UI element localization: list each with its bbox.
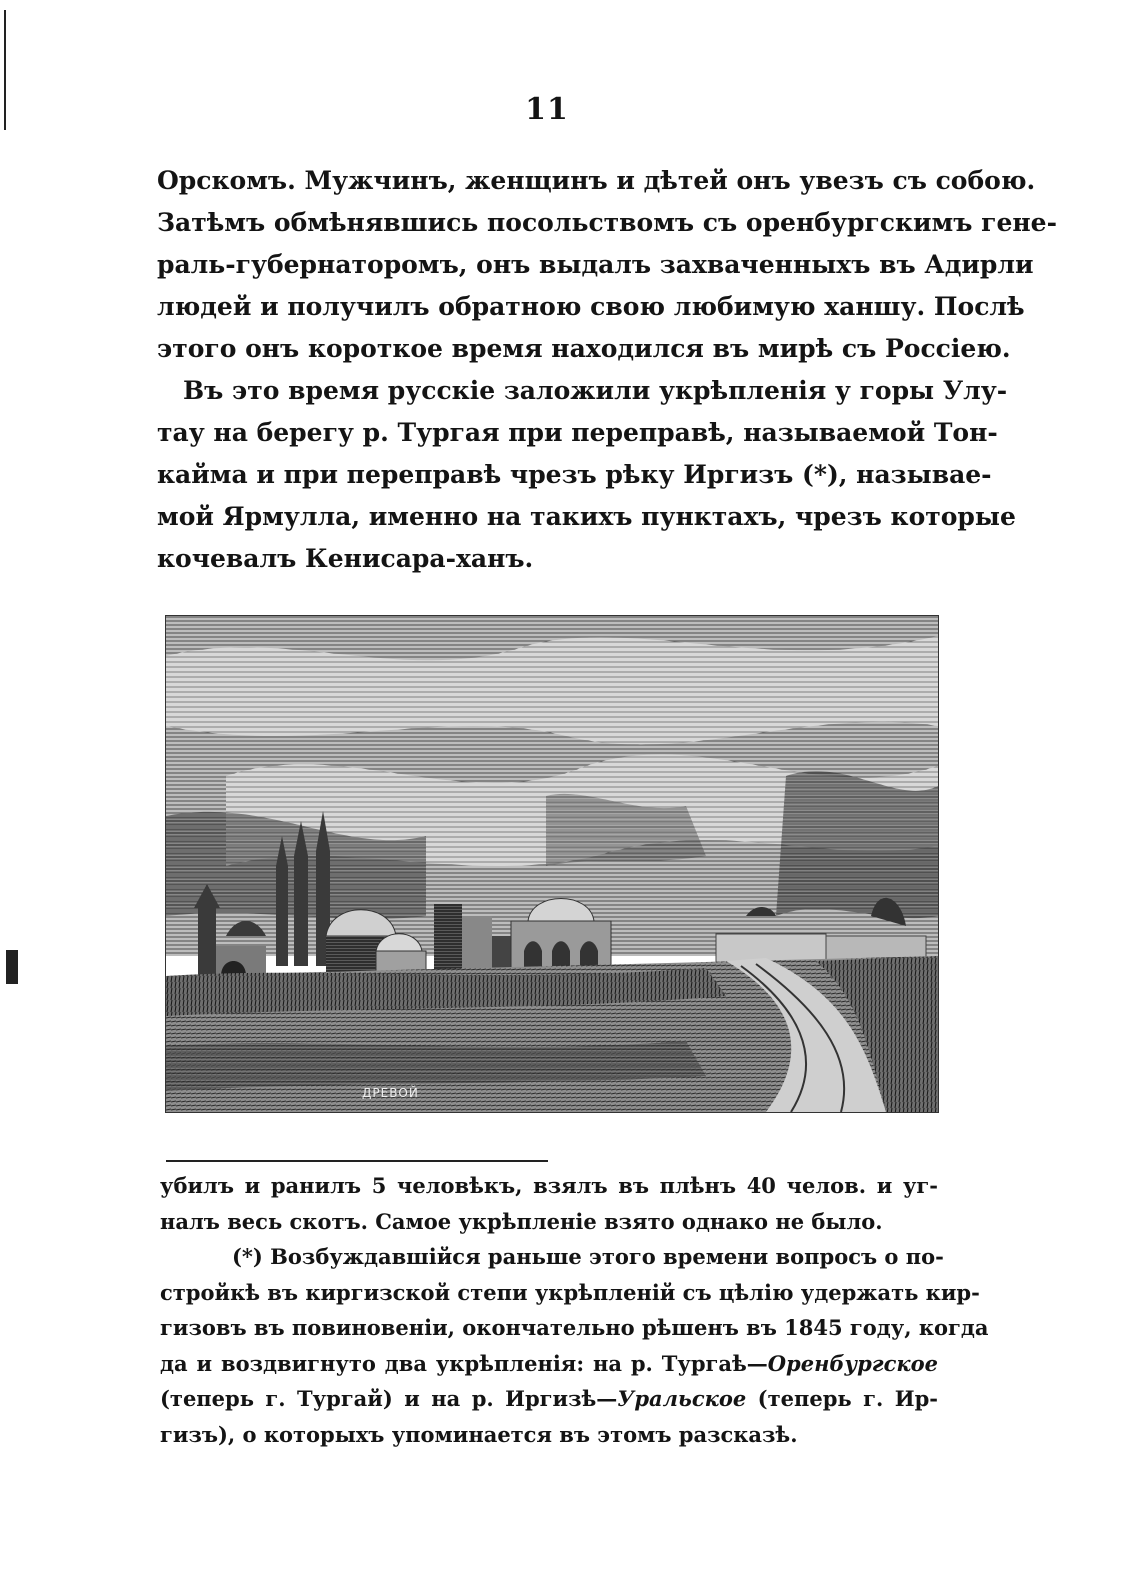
- footnote-line: гизовъ въ повиновеніи, окончательно рѣшенъ въ 1845 году, когда: [160, 1315, 989, 1340]
- footnote-italic: Уральское: [617, 1386, 747, 1411]
- footnote-line: налъ весь скотъ. Самое укрѣпленіе взято однако не было.: [160, 1208, 883, 1234]
- text-line: Затѣмъ обмѣнявшись посольствомъ съ оренбургскимъ гене-: [157, 208, 1057, 237]
- footnote-line: [160, 1381, 938, 1417]
- footnote-text: (теперь г. Ир-: [746, 1386, 938, 1411]
- footnotes: [160, 1168, 989, 1452]
- footnote-continuation: [160, 1168, 938, 1239]
- text-line: кочевалъ Кенисара-ханъ.: [157, 544, 534, 573]
- text-line: этого онъ короткое время находился въ мирѣ съ Россіею.: [157, 334, 1011, 363]
- text-line: раль-губернаторомъ, онъ выдалъ захваченныхъ въ Адирли: [157, 250, 1034, 279]
- margin-mark: [6, 950, 18, 984]
- footnote-line: гизъ), о которыхъ упоминается въ этомъ разсказѣ.: [160, 1421, 798, 1447]
- paragraph-1: [157, 160, 1057, 370]
- engraving-illustration: [165, 615, 939, 1113]
- text-line: кайма и при переправѣ чрезъ рѣку Иргизъ (*), называе-: [157, 460, 992, 489]
- footnote-asterisk: [160, 1239, 989, 1452]
- page-number: 11: [525, 92, 569, 127]
- footnote-line: [160, 1346, 938, 1382]
- text-line: Орскомъ. Мужчинъ, женщинъ и дѣтей онъ увезъ съ собою.: [157, 166, 1036, 195]
- footnote-text: (теперь г. Тургай) и на р. Иргизѣ—: [160, 1386, 618, 1411]
- footnote-italic: Оренбургское: [767, 1350, 938, 1376]
- text-line: людей и получилъ обратною свою любимую ханшу. Послѣ: [157, 292, 1025, 321]
- footnote-divider: [166, 1160, 548, 1162]
- paragraph-2: [157, 370, 1016, 580]
- text-line: Въ это время русскіе заложили укрѣпленія у горы Улу-: [183, 376, 1008, 405]
- text-line: тау на берегу р. Тургая при переправѣ, называемой Тон-: [157, 418, 998, 447]
- footnote-line: (*) Возбуждавшійся раньше этого времени вопросъ о по-: [232, 1244, 944, 1269]
- footnote-line: убилъ и ранилъ 5 человѣкъ, взялъ въ плѣнъ 40 челов. и уг-: [160, 1173, 938, 1198]
- footnote-text: да и воздвигнуто два укрѣпленія: на р. Тургаѣ—: [160, 1350, 768, 1376]
- engraving-landscape: [166, 616, 938, 1112]
- footnote-line: стройкѣ въ киргизской степи укрѣпленій съ цѣлію удержать кир-: [160, 1279, 980, 1305]
- main-text: [157, 160, 1057, 580]
- engraver-signature: ДРЕВОЙ: [362, 1086, 419, 1100]
- text-line: мой Ярмулла, именно на такихъ пунктахъ, чрезъ которые: [157, 502, 1016, 531]
